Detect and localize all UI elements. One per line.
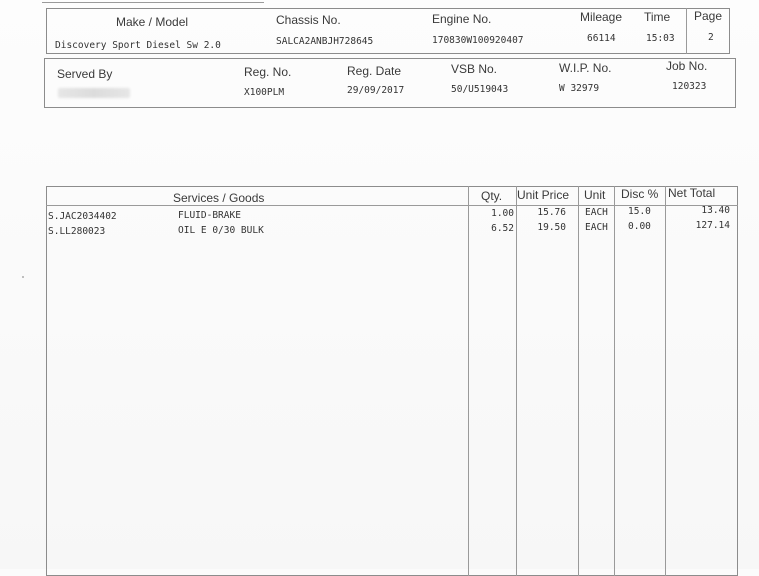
row-2-description: OIL E 0/30 BULK <box>178 225 264 236</box>
header-unit: Unit <box>584 188 606 202</box>
value-make-model: Discovery Sport Diesel Sw 2.0 <box>55 40 221 51</box>
value-engine-no: 170830W100920407 <box>432 35 524 46</box>
header-time: Time <box>644 10 671 24</box>
value-page: 2 <box>708 32 714 43</box>
value-wip-no: W 32979 <box>559 83 600 94</box>
header-make-model: Make / Model <box>116 15 189 29</box>
value-reg-no: X100PLM <box>244 87 285 98</box>
column-divider-unit <box>578 186 579 576</box>
row-2-unit-price: 19.50 <box>537 222 566 233</box>
column-divider-net-total <box>665 186 666 576</box>
header-mileage: Mileage <box>580 10 623 24</box>
value-reg-date: 29/09/2017 <box>347 85 405 96</box>
column-divider-unit-price <box>516 186 517 576</box>
row-2-unit: EACH <box>585 222 608 233</box>
row-1-code: S.JAC2034402 <box>48 211 117 222</box>
served-by-redacted <box>58 88 130 98</box>
header-unit-price: Unit Price <box>517 188 570 202</box>
header-reg-date: Reg. Date <box>347 64 402 78</box>
column-divider-qty <box>468 186 469 576</box>
header-job-no: Job No. <box>666 59 708 73</box>
row-2-net-total: 127.14 <box>695 220 730 231</box>
header-disc: Disc % <box>621 187 659 201</box>
value-time: 15:03 <box>646 33 675 44</box>
value-job-no: 120323 <box>672 81 707 92</box>
margin-speck <box>22 276 24 278</box>
column-divider-disc <box>614 186 615 576</box>
row-1-unit-price: 15.76 <box>537 207 566 218</box>
row-1-unit: EACH <box>585 207 608 218</box>
header-page: Page <box>694 9 723 23</box>
top-edge-border <box>42 0 264 3</box>
row-1-net-total: 13.40 <box>701 205 730 216</box>
header-wip-no: W.I.P. No. <box>559 61 612 75</box>
header-qty: Qty. <box>481 189 503 203</box>
row-2-code: S.LL280023 <box>48 226 106 237</box>
header-services-goods: Services / Goods <box>173 191 265 205</box>
vehicle-box-divider-page <box>686 8 687 54</box>
header-engine-no: Engine No. <box>432 12 492 26</box>
services-table <box>46 186 738 576</box>
row-2-disc: 0.00 <box>628 221 651 232</box>
row-1-description: FLUID-BRAKE <box>178 210 241 221</box>
value-chassis-no: SALCA2ANBJH728645 <box>276 36 374 47</box>
header-net-total: Net Total <box>668 186 716 200</box>
row-1-qty: 1.00 <box>491 208 514 219</box>
header-vsb-no: VSB No. <box>451 62 498 76</box>
row-2-qty: 6.52 <box>491 223 514 234</box>
row-1-disc: 15.0 <box>628 206 651 217</box>
value-vsb-no: 50/U519043 <box>451 84 509 95</box>
header-reg-no: Reg. No. <box>244 65 292 79</box>
header-chassis-no: Chassis No. <box>276 13 341 27</box>
value-mileage: 66114 <box>587 33 616 44</box>
header-served-by: Served By <box>57 67 113 81</box>
